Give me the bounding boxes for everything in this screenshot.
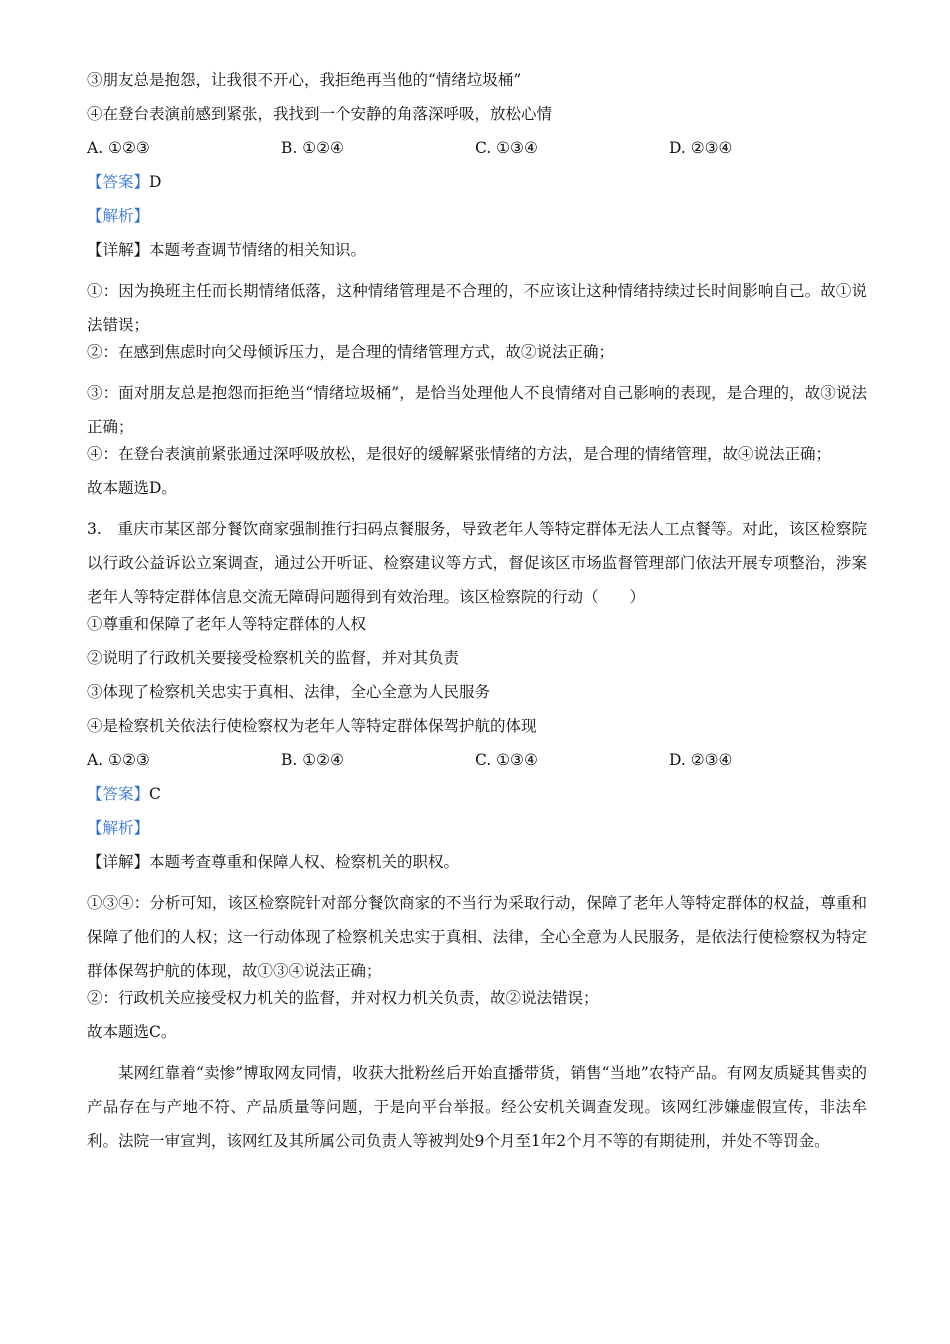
- q2-detail: [87, 240, 867, 274]
- q3-explanation-1: ①③④：分析可知，该区检察院针对部分餐饮商家的不当行为采取行动，保障了老年人等特定群体的权益，尊重和保障了他们的人权；这一行动体现了检察机关忠实于真相、法律，全心全意为人民服务，是依法行使检察权为特定群体保驾护航的体现，故①③④说法正确；: [87, 894, 867, 980]
- q2-item-3: ③朋友总是抱怨，让我很不开心，我拒绝再当他的“情绪垃圾桶”: [87, 71, 522, 89]
- q3-conclusion: 故本题选C。: [87, 1023, 177, 1041]
- q3-stem: 3. 重庆市某区部分餐饮商家强制推行扫码点餐服务，导致老年人等特定群体无法人工点餐等。对此，该区检察院以行政公益诉讼立案调查，通过公开听证、检察建议等方式，督促该区市场监督管理部门依法开展专项整治，涉案老年人等特定群体信息交流无障碍问题得到有效治理。该区检察院的行动（ ）: [87, 520, 867, 606]
- q3-item-1: ①尊重和保障了老年人等特定群体的人权: [87, 615, 367, 633]
- q3-answer: [87, 784, 867, 818]
- q2-conclusion: 故本题选D。: [87, 479, 177, 497]
- document-page: [87, 70, 867, 1158]
- q3-item-2: ②说明了行政机关要接受检察机关的监督，并对其负责: [87, 649, 460, 667]
- q3-option-b: B. ①②④: [281, 751, 344, 769]
- q2-analysis-label: 【解析】: [87, 207, 150, 225]
- detail-label: 【详解】: [87, 853, 150, 871]
- answer-value: C: [149, 785, 161, 803]
- q2-explanation-3: ③：面对朋友总是抱怨而拒绝当“情绪垃圾桶”，是恰当处理他人不良情绪对自己影响的表现，是合理的，故③说法正确；: [87, 384, 867, 436]
- q3-explanation-2: ②：行政机关应接受权力机关的监督，并对权力机关负责，故②说法错误；: [87, 989, 599, 1007]
- q3-item-4: ④是检察机关依法行使检察权为老年人等特定群体保驾护航的体现: [87, 717, 537, 735]
- answer-value: D: [149, 173, 162, 191]
- q2-explanation-1: ①：因为换班主任而长期情绪低落，这种情绪管理是不合理的，不应该让这种情绪持续过长时间影响自己。故①说法错误；: [87, 282, 867, 334]
- q2-answer: [87, 172, 867, 206]
- answer-label: 【答案】: [87, 173, 150, 191]
- q2-item-4: ④在登台表演前感到紧张，我找到一个安静的角落深呼吸，放松心情: [87, 105, 553, 123]
- material-passage: 某网红靠着“卖惨”博取网友同情，收获大批粉丝后开始直播带货，销售“当地”农特产品。有网友质疑其售卖的产品存在与产地不符、产品质量等问题，于是向平台举报。经公安机关调查发现。该网红涉嫌虚假宣传，非法牟利。法院一审宣判，该网红及其所属公司负责人等被判处9个月至1年2个月不等的有期徒刑，并处不等罚金。: [87, 1064, 867, 1150]
- q2-options: [87, 138, 867, 172]
- detail-text: 本题考查调节情绪的相关知识。: [149, 241, 367, 259]
- q2-option-c: C. ①③④: [475, 139, 538, 157]
- q3-option-d: D. ②③④: [669, 751, 733, 769]
- q3-options: [87, 750, 867, 784]
- q2-option-a: A. ①②③: [87, 139, 150, 157]
- detail-text: 本题考查尊重和保障人权、检察机关的职权。: [149, 853, 460, 871]
- q2-option-d: D. ②③④: [669, 139, 733, 157]
- q2-explanation-2: ②：在感到焦虑时向父母倾诉压力，是合理的情绪管理方式，故②说法正确；: [87, 343, 615, 361]
- q2-option-b: B. ①②④: [281, 139, 344, 157]
- q3-option-a: A. ①②③: [87, 751, 150, 769]
- q3-analysis-label: 【解析】: [87, 819, 150, 837]
- q2-explanation-4: ④：在登台表演前紧张通过深呼吸放松，是很好的缓解紧张情绪的方法，是合理的情绪管理，故④说法正确；: [87, 445, 832, 463]
- q3-detail: [87, 852, 867, 886]
- q3-item-3: ③体现了检察机关忠实于真相、法律，全心全意为人民服务: [87, 683, 491, 701]
- answer-label: 【答案】: [87, 785, 150, 803]
- detail-label: 【详解】: [87, 241, 150, 259]
- q3-option-c: C. ①③④: [475, 751, 538, 769]
